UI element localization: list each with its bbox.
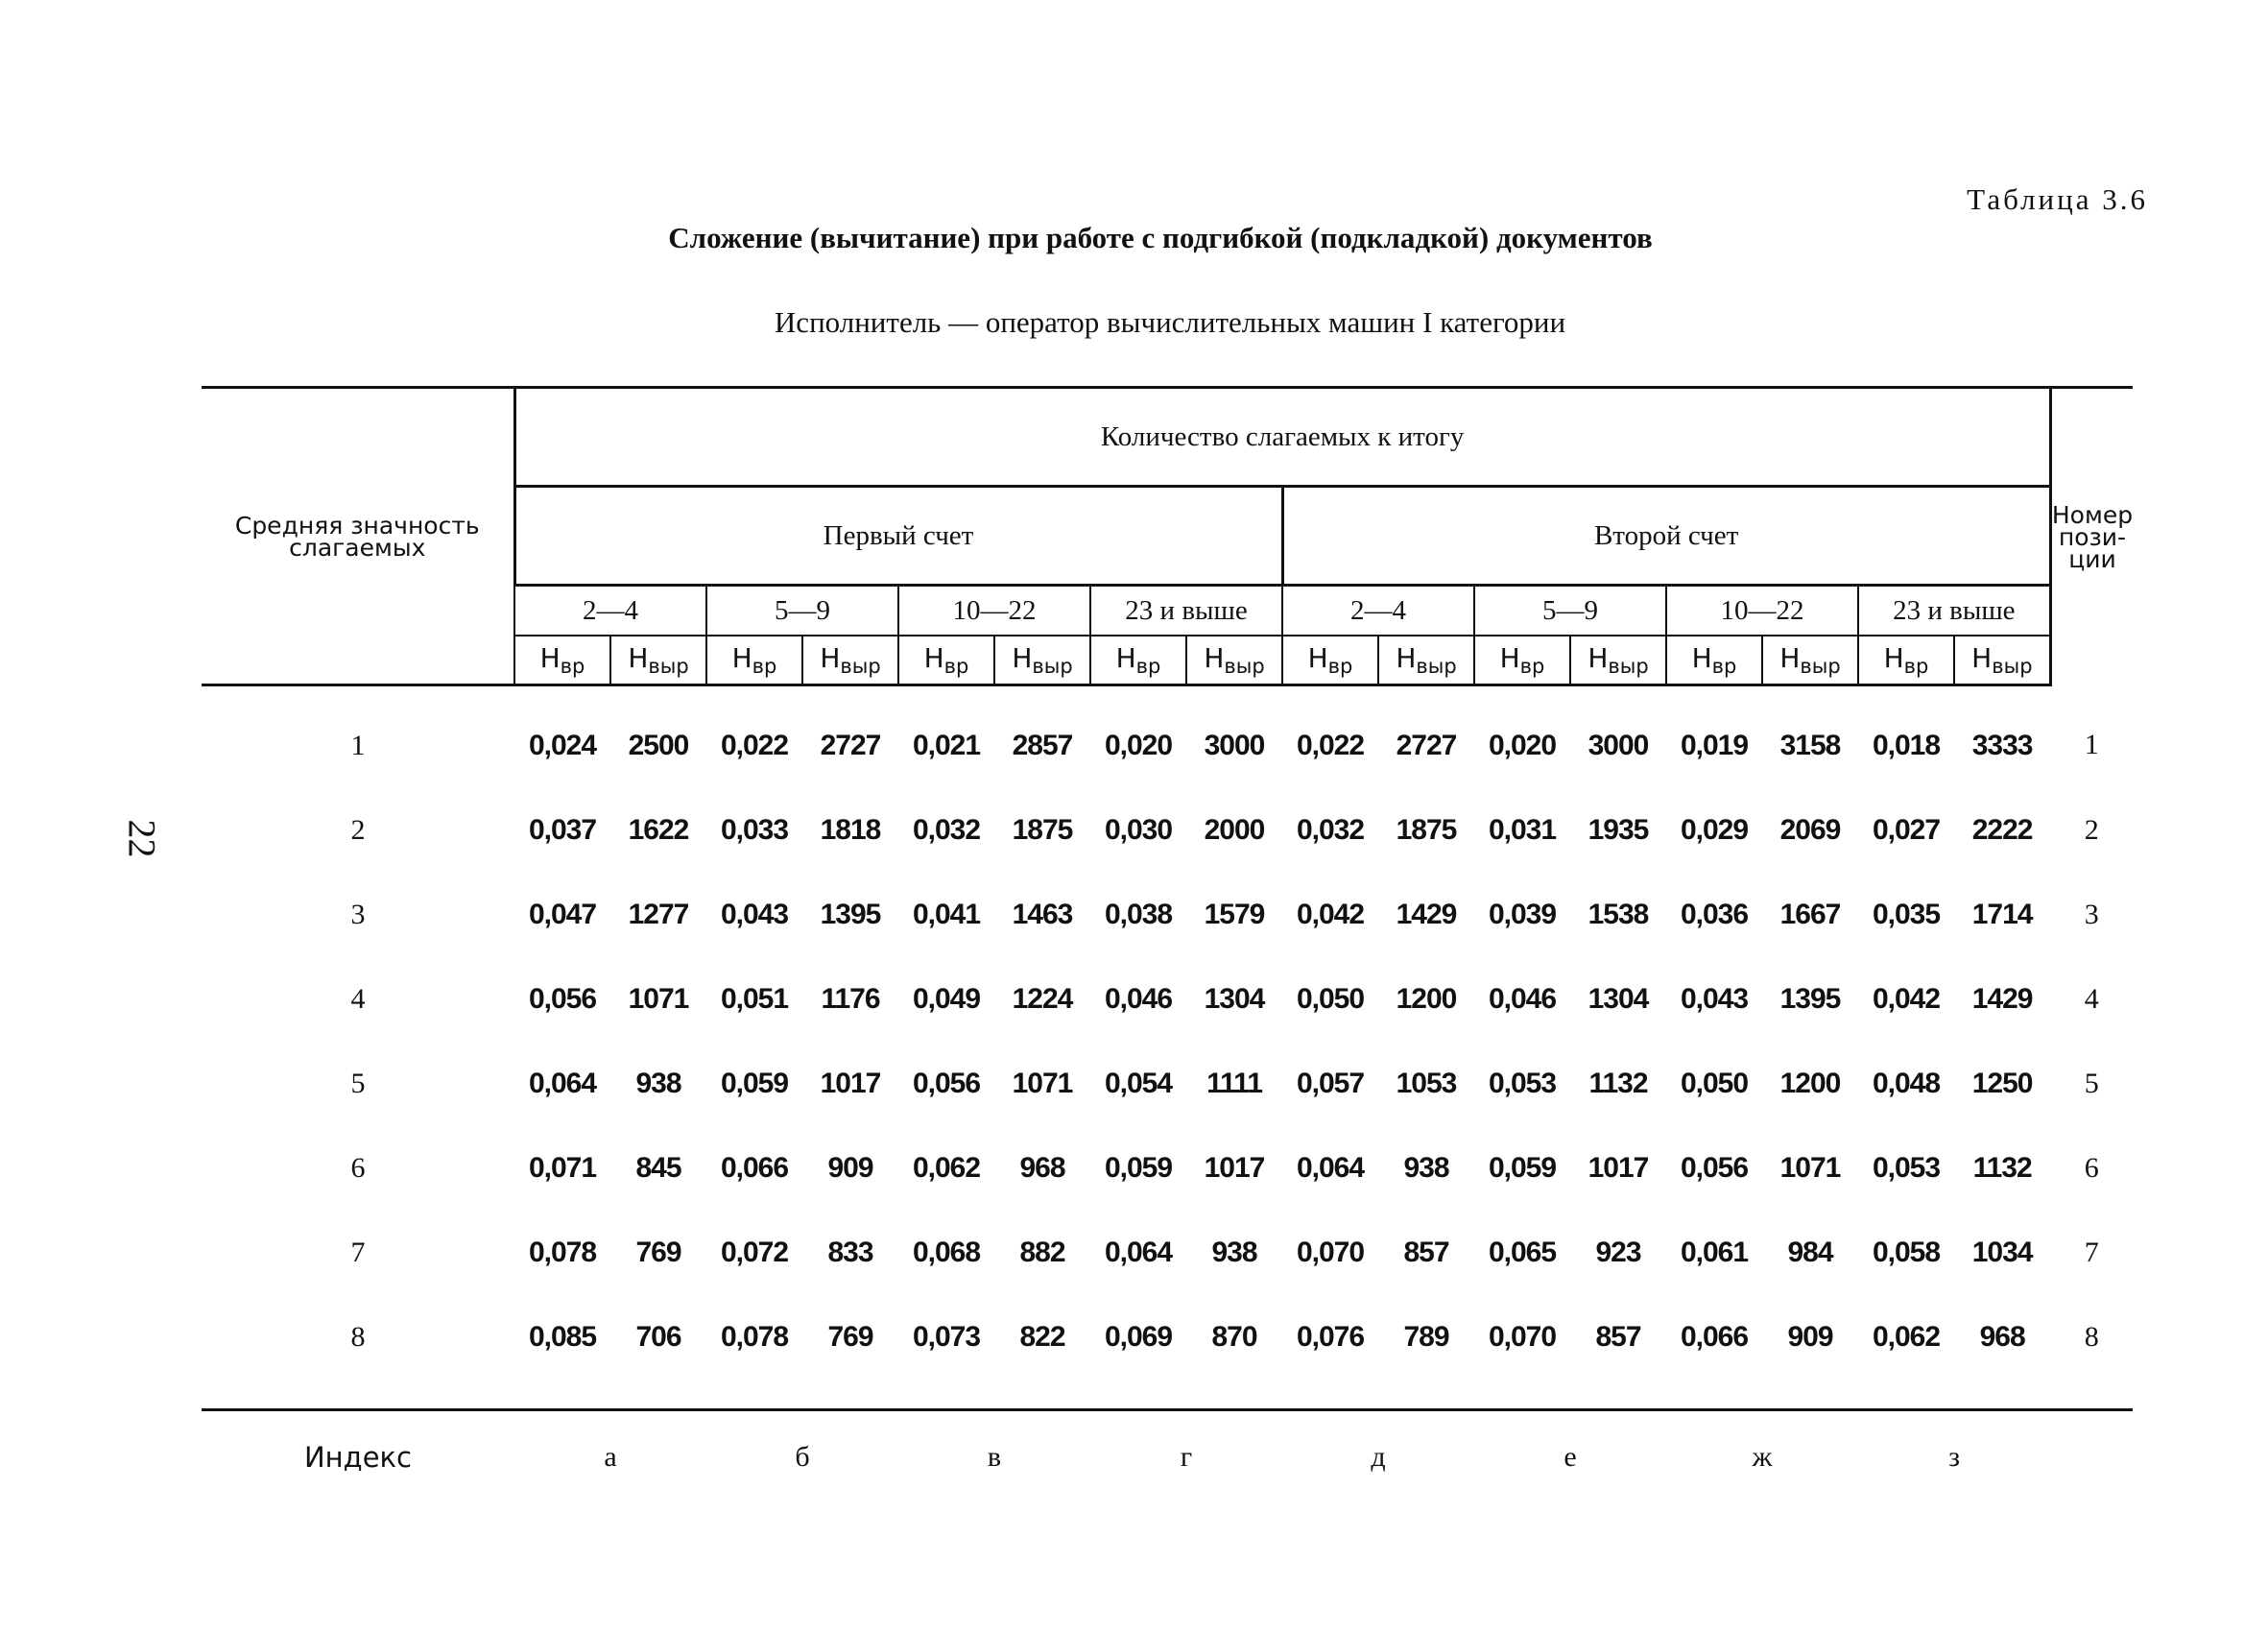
cell-output-norm: 1429 — [1971, 983, 2033, 1015]
header-unit-output-norm — [1954, 636, 2050, 685]
cell-time-norm: 0,022 — [1296, 730, 1365, 761]
cell-output-norm: 1304 — [1588, 983, 1649, 1015]
cell-output-norm: 2222 — [1971, 814, 2033, 846]
cell-time-norm: 0,050 — [1680, 1068, 1749, 1099]
cell-output-norm: 2500 — [628, 730, 689, 761]
cell-time-norm: 0,051 — [720, 983, 789, 1015]
cell-time-norm: 0,037 — [528, 814, 597, 846]
cell-time-norm: 0,020 — [1488, 730, 1557, 761]
cell-time-norm: 0,035 — [1872, 899, 1941, 930]
header-range: 10—22 — [1666, 586, 1858, 636]
cell-output-norm: 1017 — [1588, 1152, 1649, 1184]
cell-time-norm: 0,066 — [720, 1152, 789, 1184]
header-unit-output-norm — [1186, 636, 1282, 685]
cell-output-norm: 1071 — [1012, 1068, 1073, 1099]
cell-time-norm: 0,059 — [720, 1068, 789, 1099]
cell-time-norm: 0,046 — [1488, 983, 1557, 1015]
cell-time-norm: 0,022 — [720, 730, 789, 761]
cell-output-norm: 857 — [1570, 1295, 1666, 1410]
cell-time-norm: 0,064 — [528, 1068, 597, 1099]
cell-time-norm: 0,042 — [1872, 983, 1941, 1015]
unit-symbol: Н — [731, 642, 752, 674]
cell-time-norm: 0,032 — [1296, 814, 1365, 846]
unit-symbol: Н — [923, 642, 944, 674]
index-letter: е — [1564, 1440, 1577, 1473]
header-unit-output-norm — [1378, 636, 1474, 685]
header-range: 2—4 — [1282, 586, 1474, 636]
cell-mean-digits: 3 — [350, 899, 366, 930]
table-row — [202, 1295, 2133, 1410]
cell-time-norm: 0,050 — [1296, 983, 1365, 1015]
cell-time-norm: 0,018 — [1872, 730, 1941, 761]
cell-output-norm: 870 — [1186, 1295, 1282, 1410]
cell-position-number: 5 — [2084, 1068, 2099, 1099]
header-range: 5—9 — [1474, 586, 1666, 636]
cell-output-norm: 1304 — [1204, 983, 1265, 1015]
cell-output-norm: 3333 — [1971, 730, 2033, 761]
cell-output-norm: 1034 — [1971, 1237, 2033, 1268]
cell-time-norm: 0,031 — [1488, 814, 1557, 846]
header-range: 10—22 — [898, 586, 1090, 636]
table-body — [202, 685, 2133, 1503]
table-row — [202, 1126, 2133, 1211]
unit-subscript: выр — [1224, 655, 1265, 678]
cell-time-norm: 0,024 — [528, 730, 597, 761]
cell-output-norm: 968 — [1019, 1152, 1065, 1184]
cell-time-norm: 0,030 — [1104, 814, 1173, 846]
cell-output-norm: 1875 — [1012, 814, 1073, 846]
header-mean-digits: Средняя значность слагаемых — [202, 388, 514, 685]
cell-time-norm: 0,048 — [1872, 1068, 1941, 1099]
index-letter: г — [1180, 1440, 1193, 1473]
cell-time-norm: 0,064 — [1104, 1237, 1173, 1268]
cell-output-norm: 2727 — [820, 730, 881, 761]
unit-subscript: выр — [1032, 655, 1073, 678]
unit-symbol: Н — [1012, 642, 1033, 674]
header-unit-output-norm — [1762, 636, 1858, 685]
cell-output-norm: 1429 — [1396, 899, 1457, 930]
cell-output-norm: 1132 — [1972, 1152, 2032, 1184]
cell-output-norm: 3158 — [1779, 730, 1841, 761]
cell-output-norm: 2000 — [1204, 814, 1265, 846]
table-header — [202, 388, 2133, 685]
header-unit-output-norm — [802, 636, 898, 685]
cell-time-norm: 0,046 — [1104, 983, 1173, 1015]
cell-output-norm: 938 — [1211, 1237, 1257, 1268]
cell-output-norm: 984 — [1787, 1237, 1833, 1268]
cell-output-norm: 1200 — [1396, 983, 1457, 1015]
cell-time-norm: 0,066 — [1666, 1295, 1762, 1410]
unit-subscript: вр — [1903, 655, 1929, 678]
cell-time-norm: 0,062 — [912, 1152, 981, 1184]
header-unit-time-norm — [1282, 636, 1378, 685]
cell-output-norm: 1875 — [1396, 814, 1457, 846]
table-number-label: Таблица 3.6 — [1967, 182, 2148, 216]
cell-output-norm: 2857 — [1012, 730, 1073, 761]
unit-symbol: Н — [1588, 642, 1609, 674]
unit-subscript: выр — [840, 655, 881, 678]
cell-output-norm: 1714 — [1971, 899, 2033, 930]
cell-position-number: 7 — [2084, 1237, 2099, 1268]
cell-output-norm: 1200 — [1779, 1068, 1841, 1099]
table-row — [202, 1211, 2133, 1295]
cell-output-norm: 2069 — [1779, 814, 1841, 846]
unit-subscript: вр — [1711, 655, 1737, 678]
header-unit-time-norm — [898, 636, 994, 685]
unit-subscript: выр — [1800, 655, 1841, 678]
cell-mean-digits: 4 — [350, 983, 366, 1015]
cell-output-norm: 1224 — [1012, 983, 1073, 1015]
unit-subscript: вр — [560, 655, 585, 678]
unit-symbol: Н — [1883, 642, 1904, 674]
unit-symbol: Н — [1115, 642, 1136, 674]
header-range: 23 и выше — [1858, 586, 2050, 636]
cell-output-norm: 769 — [802, 1295, 898, 1410]
cell-output-norm: 1538 — [1588, 899, 1649, 930]
table-row — [202, 685, 2133, 789]
unit-subscript: вр — [752, 655, 777, 678]
table-row — [202, 1042, 2133, 1126]
cell-time-norm: 0,056 — [528, 983, 597, 1015]
cell-output-norm: 3000 — [1204, 730, 1265, 761]
cell-time-norm: 0,042 — [1296, 899, 1365, 930]
table-row — [202, 957, 2133, 1042]
cell-time-norm: 0,061 — [1680, 1237, 1749, 1268]
unit-symbol: Н — [1971, 642, 1993, 674]
cell-output-norm: 1250 — [1971, 1068, 2033, 1099]
unit-symbol: Н — [628, 642, 649, 674]
header-unit-output-norm — [1570, 636, 1666, 685]
cell-position-number: 4 — [2084, 983, 2099, 1015]
cell-output-norm: 938 — [635, 1068, 681, 1099]
header-range: 23 и выше — [1090, 586, 1282, 636]
header-unit-time-norm — [1666, 636, 1762, 685]
cell-time-norm: 0,036 — [1680, 899, 1749, 930]
header-unit-output-norm — [610, 636, 706, 685]
cell-time-norm: 0,032 — [912, 814, 981, 846]
cell-time-norm: 0,054 — [1104, 1068, 1173, 1099]
cell-time-norm: 0,056 — [1680, 1152, 1749, 1184]
cell-output-norm: 1017 — [820, 1068, 881, 1099]
cell-output-norm: 1395 — [820, 899, 881, 930]
cell-time-norm: 0,070 — [1296, 1237, 1365, 1268]
unit-subscript: выр — [648, 655, 689, 678]
cell-output-norm: 1176 — [821, 983, 880, 1015]
cell-output-norm: 1017 — [1204, 1152, 1265, 1184]
unit-symbol: Н — [1204, 642, 1225, 674]
cell-output-norm: 845 — [635, 1152, 681, 1184]
cell-output-norm: 1277 — [628, 899, 689, 930]
unit-subscript: выр — [1416, 655, 1457, 678]
cell-output-norm: 1071 — [1779, 1152, 1841, 1184]
cell-time-norm: 0,057 — [1296, 1068, 1365, 1099]
cell-output-norm: 882 — [1019, 1237, 1065, 1268]
cell-position-number: 8 — [2050, 1295, 2133, 1410]
header-unit-time-norm — [514, 636, 610, 685]
index-row — [202, 1410, 2133, 1503]
cell-output-norm: 1935 — [1588, 814, 1649, 846]
cell-time-norm: 0,072 — [720, 1237, 789, 1268]
unit-subscript: вр — [943, 655, 969, 678]
cell-output-norm: 1053 — [1396, 1068, 1457, 1099]
index-empty-cell — [2050, 1410, 2133, 1503]
cell-time-norm: 0,071 — [528, 1152, 597, 1184]
cell-time-norm: 0,020 — [1104, 730, 1173, 761]
unit-symbol: Н — [1307, 642, 1328, 674]
cell-mean-digits: 5 — [350, 1068, 366, 1099]
cell-time-norm: 0,065 — [1488, 1237, 1557, 1268]
cell-time-norm: 0,064 — [1296, 1152, 1365, 1184]
cell-time-norm: 0,078 — [706, 1295, 802, 1410]
header-unit-time-norm — [1474, 636, 1570, 685]
header-range: 2—4 — [514, 586, 706, 636]
cell-output-norm: 1111 — [1206, 1068, 1262, 1099]
cell-output-norm: 789 — [1378, 1295, 1474, 1410]
cell-time-norm: 0,056 — [912, 1068, 981, 1099]
cell-time-norm: 0,019 — [1680, 730, 1749, 761]
index-letter: а — [604, 1440, 617, 1473]
cell-time-norm: 0,038 — [1104, 899, 1173, 930]
cell-time-norm: 0,076 — [1282, 1295, 1378, 1410]
cell-output-norm: 1818 — [820, 814, 881, 846]
cell-position-number: 3 — [2084, 899, 2099, 930]
unit-subscript: вр — [1135, 655, 1161, 678]
cell-output-norm: 1579 — [1204, 899, 1265, 930]
cell-output-norm: 938 — [1403, 1152, 1449, 1184]
cell-time-norm: 0,073 — [898, 1295, 994, 1410]
header-unit-time-norm — [1090, 636, 1186, 685]
cell-position-number: 1 — [2084, 729, 2099, 761]
index-letter: б — [795, 1440, 810, 1473]
cell-time-norm: 0,085 — [514, 1295, 610, 1410]
header-range: 5—9 — [706, 586, 898, 636]
cell-time-norm: 0,068 — [912, 1237, 981, 1268]
cell-time-norm: 0,059 — [1488, 1152, 1557, 1184]
unit-subscript: выр — [1992, 655, 2033, 678]
cell-mean-digits: 7 — [350, 1237, 366, 1268]
unit-subscript: вр — [1327, 655, 1353, 678]
cell-mean-digits: 8 — [202, 1295, 514, 1410]
unit-symbol: Н — [820, 642, 841, 674]
cell-output-norm: 1667 — [1779, 899, 1841, 930]
cell-time-norm: 0,047 — [528, 899, 597, 930]
cell-output-norm: 769 — [635, 1237, 681, 1268]
cell-output-norm: 968 — [1954, 1295, 2050, 1410]
cell-output-norm: 909 — [827, 1152, 873, 1184]
index-letter: ж — [1752, 1440, 1773, 1473]
cell-time-norm: 0,043 — [1680, 983, 1749, 1015]
unit-subscript: вр — [1519, 655, 1545, 678]
header-unit-time-norm — [706, 636, 802, 685]
unit-symbol: Н — [1691, 642, 1712, 674]
cell-time-norm: 0,053 — [1488, 1068, 1557, 1099]
table-title: Сложение (вычитание) при работе с подгибкой (подкладкой) документов — [668, 221, 1653, 254]
norms-table — [202, 386, 2133, 1502]
header-second-count: Второй счет — [1282, 487, 2050, 586]
cell-time-norm: 0,062 — [1858, 1295, 1954, 1410]
table-row — [202, 873, 2133, 957]
page-number: 22 — [120, 819, 164, 858]
cell-time-norm: 0,029 — [1680, 814, 1749, 846]
cell-output-norm: 706 — [610, 1295, 706, 1410]
cell-output-norm: 822 — [994, 1295, 1090, 1410]
header-unit-time-norm — [1858, 636, 1954, 685]
unit-symbol: Н — [1779, 642, 1801, 674]
index-label: Индекс — [303, 1440, 412, 1474]
cell-output-norm: 2727 — [1396, 730, 1457, 761]
cell-time-norm: 0,070 — [1474, 1295, 1570, 1410]
cell-time-norm: 0,039 — [1488, 899, 1557, 930]
cell-output-norm: 857 — [1403, 1237, 1449, 1268]
cell-mean-digits: 1 — [350, 730, 366, 761]
cell-mean-digits: 2 — [350, 814, 366, 846]
cell-time-norm: 0,053 — [1872, 1152, 1941, 1184]
cell-output-norm: 909 — [1762, 1295, 1858, 1410]
cell-time-norm: 0,043 — [720, 899, 789, 930]
cell-time-norm: 0,049 — [912, 983, 981, 1015]
header-position-number: Номер пози-ции — [2050, 388, 2133, 685]
cell-output-norm: 3000 — [1588, 730, 1649, 761]
unit-symbol: Н — [1396, 642, 1417, 674]
unit-subscript: выр — [1608, 655, 1649, 678]
cell-mean-digits: 6 — [350, 1152, 366, 1184]
cell-position-number: 6 — [2084, 1152, 2099, 1184]
cell-time-norm: 0,021 — [912, 730, 981, 761]
cell-time-norm: 0,041 — [912, 899, 981, 930]
cell-output-norm: 1132 — [1588, 1068, 1648, 1099]
cell-position-number: 2 — [2084, 814, 2099, 846]
cell-time-norm: 0,069 — [1090, 1295, 1186, 1410]
cell-time-norm: 0,033 — [720, 814, 789, 846]
cell-output-norm: 923 — [1595, 1237, 1641, 1268]
unit-symbol: Н — [1499, 642, 1520, 674]
cell-time-norm: 0,078 — [528, 1237, 597, 1268]
cell-time-norm: 0,059 — [1104, 1152, 1173, 1184]
cell-output-norm: 833 — [827, 1237, 873, 1268]
cell-output-norm: 1463 — [1012, 899, 1073, 930]
cell-time-norm: 0,058 — [1872, 1237, 1941, 1268]
table-subtitle: Исполнитель — оператор вычислительных машин I категории — [774, 305, 1566, 339]
unit-symbol: Н — [539, 642, 561, 674]
table-row — [202, 788, 2133, 873]
cell-output-norm: 1071 — [628, 983, 689, 1015]
cell-output-norm: 1395 — [1779, 983, 1841, 1015]
index-letter: з — [1948, 1440, 1961, 1473]
index-letter: д — [1371, 1440, 1386, 1473]
cell-output-norm: 1622 — [628, 814, 689, 846]
index-letter: в — [987, 1440, 1002, 1473]
cell-time-norm: 0,027 — [1872, 814, 1941, 846]
header-addends-count: Количество слагаемых к итогу — [514, 388, 2050, 487]
header-first-count: Первый счет — [514, 487, 1282, 586]
header-unit-output-norm — [994, 636, 1090, 685]
